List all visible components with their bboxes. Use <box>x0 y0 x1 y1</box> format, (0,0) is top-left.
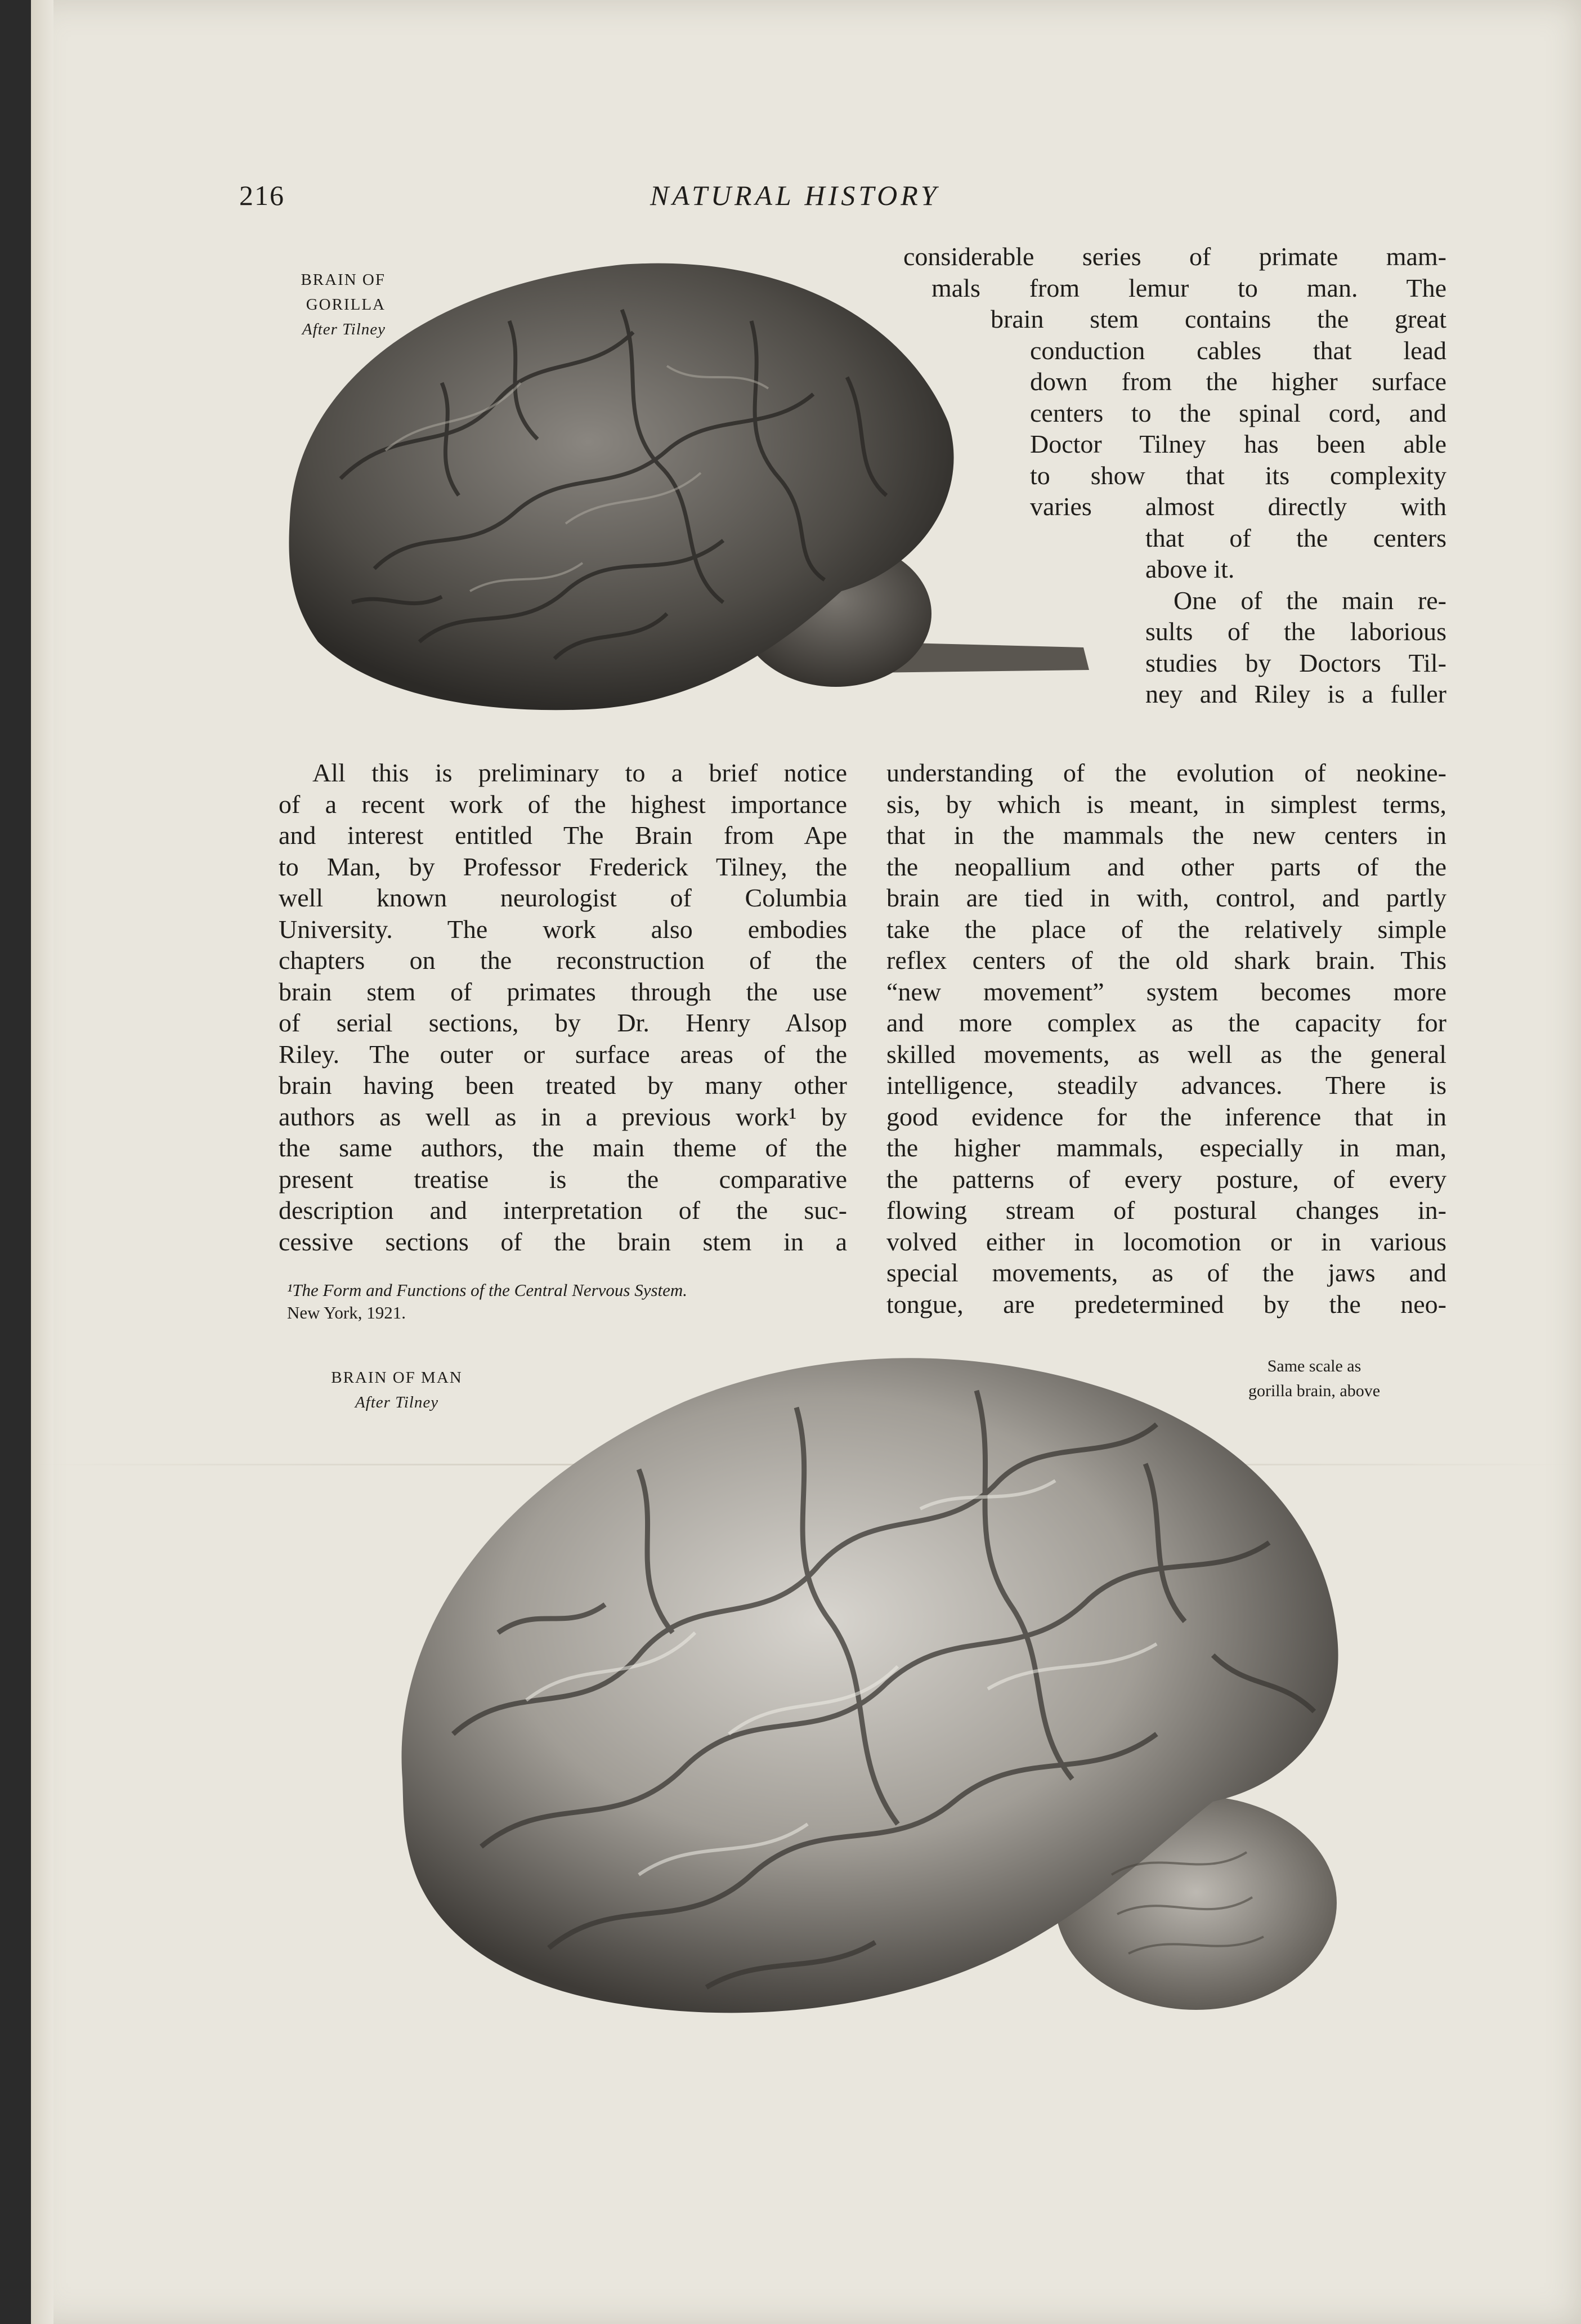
right-column-bottom <box>886 757 1446 1320</box>
text-line: that of the centers <box>1145 523 1446 552</box>
text-line: volved either in locomotion or in various <box>886 1227 1446 1256</box>
text-line: well known neurologist of Columbia <box>279 883 847 912</box>
footnote-rest: New York, 1921. <box>287 1303 406 1322</box>
text-line: chapters on the reconstruction of the <box>279 946 847 975</box>
text-line: One of the main re- <box>1174 586 1446 615</box>
text-line: that in the mammals the new centers in <box>886 821 1446 850</box>
man-caption-line1: BRAIN OF MAN <box>331 1369 463 1387</box>
text-line: the higher mammals, especially in man, <box>886 1133 1446 1162</box>
text-line: good evidence for the inference that in <box>886 1102 1446 1131</box>
text-line: of serial sections, by Dr. Henry Alsop <box>279 1008 847 1037</box>
text-line: brain are tied in with, control, and partly <box>886 883 1446 912</box>
running-title: NATURAL HISTORY <box>650 180 940 211</box>
text-line: conduction cables that lead <box>1030 336 1446 365</box>
text-line: Riley. The outer or surface areas of the <box>279 1039 847 1069</box>
text-line: mals from lemur to man. The <box>931 273 1446 302</box>
text-line: studies by Doctors Til- <box>1145 648 1446 677</box>
footnote-title: ¹The Form and Functions of the Central Nervous System. <box>287 1280 688 1300</box>
text-line: centers to the spinal cord, and <box>1030 398 1446 427</box>
text-line: ney and Riley is a fuller <box>1145 680 1446 708</box>
text-line: brain having been treated by many other <box>279 1071 847 1100</box>
text-line: understanding of the evolution of neokine- <box>886 758 1446 787</box>
gorilla-caption-line2: GORILLA <box>306 296 386 314</box>
text-line: sults of the laborious <box>1145 617 1446 646</box>
text-line: and interest entitled The Brain from Ape <box>279 821 847 850</box>
text-line: reflex centers of the old shark brain. This <box>886 946 1446 975</box>
text-line: flowing stream of postural changes in- <box>886 1196 1446 1224</box>
scale-caption-line2: gorilla brain, above <box>1248 1382 1381 1400</box>
page-header <box>31 179 1581 218</box>
text-line: sis, by which is meant, in simplest terms, <box>886 789 1446 819</box>
page-edge <box>31 0 53 2324</box>
gorilla-caption-credit: After Tilney <box>302 320 386 338</box>
gorilla-caption-line1: BRAIN OF <box>301 271 386 289</box>
text-line: tongue, are predetermined by the neo- <box>886 1289 1446 1319</box>
text-line: brain stem of primates through the use <box>279 977 847 1006</box>
text-line: cessive sections of the brain stem in a <box>279 1227 847 1256</box>
text-line: above it. <box>1145 555 1235 583</box>
text-line: the neopallium and other parts of the <box>886 852 1446 881</box>
text-line: intelligence, steadily advances. There is <box>886 1071 1446 1100</box>
text-line: skilled movements, as well as the general <box>886 1039 1446 1069</box>
text-line: the patterns of every posture, of every <box>886 1164 1446 1194</box>
text-line: considerable series of primate mam- <box>903 242 1446 271</box>
man-brain-illustration <box>369 1340 1438 2049</box>
text-line: University. The work also embodies <box>279 914 847 944</box>
text-line: “new movement” system becomes more <box>886 977 1446 1006</box>
text-line: down from the higher surface <box>1030 367 1446 396</box>
text-line: and more complex as the capacity for <box>886 1008 1446 1037</box>
text-line: of a recent work of the highest importance <box>279 789 847 819</box>
text-line: take the place of the relatively simple <box>886 914 1446 944</box>
text-line: All this is preliminary to a brief notice <box>312 758 847 787</box>
text-line: description and interpretation of the suc- <box>279 1196 847 1224</box>
left-column <box>279 757 847 1257</box>
footnote <box>287 1279 861 1324</box>
text-line: special movements, as of the jaws and <box>886 1258 1446 1287</box>
scale-caption-line1: Same scale as <box>1267 1357 1361 1375</box>
text-line: brain stem contains the great <box>991 305 1446 333</box>
text-line: the same authors, the main theme of the <box>279 1133 847 1162</box>
text-line: to Man, by Professor Frederick Tilney, the <box>279 852 847 881</box>
page-number: 216 <box>239 180 285 211</box>
man-caption-credit: After Tilney <box>355 1393 439 1411</box>
text-line: Doctor Tilney has been able <box>1030 430 1446 458</box>
book-page <box>31 0 1581 2324</box>
text-line: authors as well as in a previous work¹ by <box>279 1102 847 1131</box>
man-brain-photo <box>369 1340 1438 2049</box>
text-line: present treatise is the comparative <box>279 1164 847 1194</box>
text-line: to show that its complexity <box>1030 461 1446 490</box>
right-column-top <box>886 241 1446 710</box>
text-line: varies almost directly with <box>1030 492 1446 521</box>
